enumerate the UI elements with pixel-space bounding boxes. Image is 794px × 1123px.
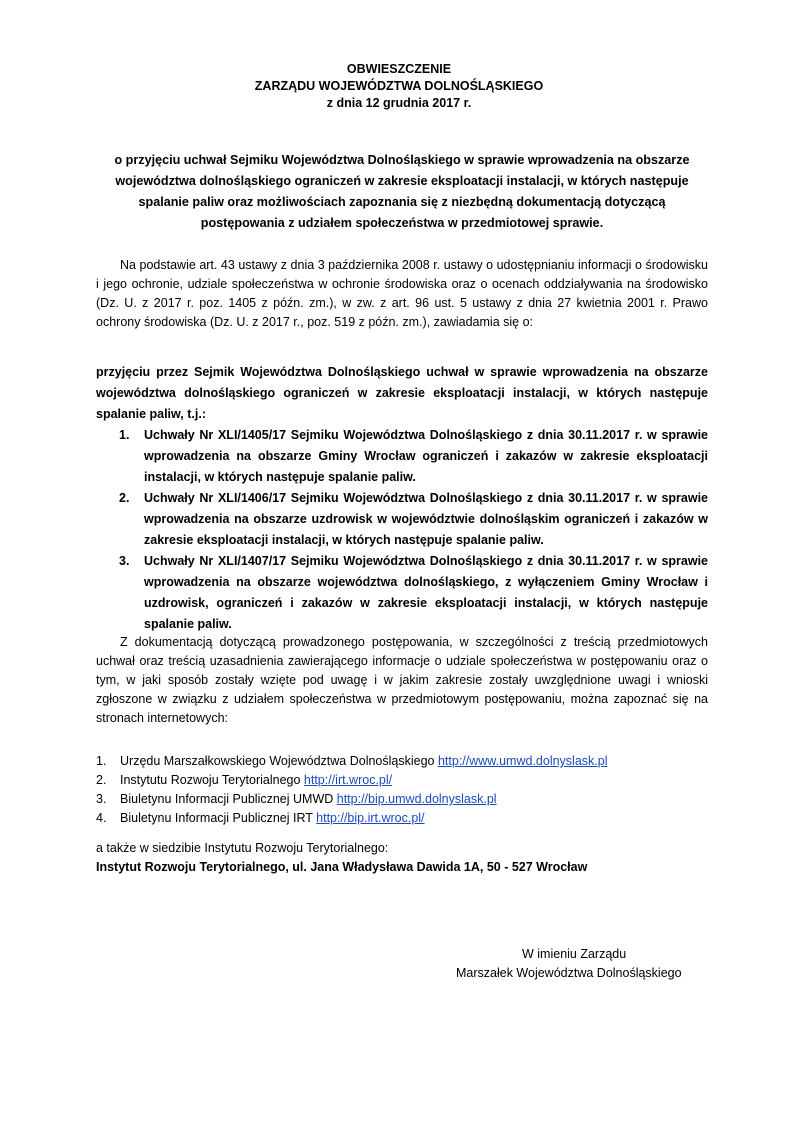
list-number: 1.	[96, 754, 107, 768]
signature-line: Marszałek Województwa Dolnośląskiego	[456, 966, 682, 980]
institute-address: Instytut Rozwoju Terytorialnego, ul. Jana Władysława Dawida 1A, 50 - 527 Wrocław	[96, 860, 588, 874]
list-number: 2.	[96, 773, 107, 787]
website-label: Biuletynu Informacji Publicznej UMWD	[120, 792, 337, 806]
list-item	[96, 790, 708, 809]
document-subject	[96, 150, 708, 234]
subject-line: postępowania z udziałem społeczeństwa w przedmiotowej sprawie.	[200, 216, 604, 230]
website-link-umwd[interactable]: http://www.umwd.dolnyslask.pl	[437, 754, 608, 768]
also-at-seat-text: a także w siedzibie Instytutu Rozwoju Terytorialnego:	[96, 841, 389, 855]
website-link-bip-umwd[interactable]: http://bip.umwd.dolnyslask.pl	[336, 792, 497, 806]
website-label: Urzędu Marszałkowskiego Województwa Dolnośląskiego	[120, 754, 438, 768]
website-link-bip-irt[interactable]: http://bip.irt.wroc.pl/	[316, 811, 425, 825]
list-item	[96, 771, 708, 790]
website-link-irt[interactable]: http://irt.wroc.pl/	[303, 773, 393, 787]
signature-block	[440, 945, 720, 983]
header-authority: ZARZĄDU WOJEWÓDZTWA DOLNOŚLĄSKIEGO	[254, 79, 544, 93]
list-number: 3.	[119, 554, 130, 568]
subject-line: o przyjęciu uchwał Sejmiku Województwa Dolnośląskiego w sprawie wprowadzenia na obszarze	[114, 153, 690, 167]
resolution-text: Uchwały Nr XLI/1407/17 Sejmiku Województwa Dolnośląskiego z dnia 30.11.2017 r. w sprawie wprowadzenia na obszarze województwa dolnośląskiego, z wyłączeniem Gminy Wrocław i uzdrowisk, ograniczeń i zakazów w zakresie eksploatacji instalacji, w których następuje spalanie paliw.	[144, 554, 708, 631]
signature-line: W imieniu Zarządu	[522, 947, 627, 961]
list-item	[96, 752, 708, 771]
list-number: 1.	[119, 428, 130, 442]
subject-line: spalanie paliw oraz możliwościach zapoznania się z niezbędną dokumentacją dotyczącą	[138, 195, 666, 209]
header-title: OBWIESZCZENIE	[346, 62, 452, 76]
list-number: 2.	[119, 491, 130, 505]
document-header	[0, 61, 794, 112]
resolution-text: Uchwały Nr XLI/1405/17 Sejmiku Województwa Dolnośląskiego z dnia 30.11.2017 r. w sprawie wprowadzenia na obszarze Gminy Wrocław ograniczeń i zakazów w zakresie eksploatacji instalacji, w których następuje spalanie paliw.	[144, 428, 708, 484]
website-label: Instytutu Rozwoju Terytorialnego	[120, 773, 304, 787]
legal-basis-paragraph: Na podstawie art. 43 ustawy z dnia 3 października 2008 r. ustawy o udostępnianiu informacji o środowisku i jego ochronie, udziale społeczeństwa w ochronie środowiska oraz o ocenach oddziaływania na środowisko (Dz. U. z 2017 r. poz. 1405 z późn. zm.), w zw. z art. 96 ust. 5 ustawy z dnia 27 kwietnia 2001 r. Prawo ochrony środowiska (Dz. U. z 2017 r., poz. 519 z późn. zm.), zawiadamia się o:	[96, 258, 708, 329]
list-item	[96, 425, 708, 488]
resolutions-list	[96, 425, 708, 635]
header-date: z dnia 12 grudnia 2017 r.	[326, 96, 472, 110]
list-number: 4.	[96, 811, 107, 825]
announcement-paragraph: przyjęciu przez Sejmik Województwa Dolnośląskiego uchwał w sprawie wprowadzenia na obszarze województwa dolnośląskiego ograniczeń w zakresie eksploatacji instalacji, w których następuje spalanie paliw, t.j.:	[96, 365, 708, 421]
list-item	[96, 551, 708, 635]
website-label: Biuletynu Informacji Publicznej IRT	[120, 811, 317, 825]
resolution-text: Uchwały Nr XLI/1406/17 Sejmiku Województwa Dolnośląskiego z dnia 30.11.2017 r. w sprawie wprowadzenia na obszarze uzdrowisk w województwie dolnośląskim ograniczeń i zakazów w zakresie eksploatacji instalacji, w których następuje spalanie paliw.	[144, 491, 708, 547]
list-item	[96, 809, 708, 828]
websites-list	[96, 752, 708, 828]
list-item	[96, 488, 708, 551]
subject-line: województwa dolnośląskiego ograniczeń w zakresie eksploatacji instalacji, w których następuje	[115, 174, 689, 188]
list-number: 3.	[96, 792, 107, 806]
documentation-paragraph: Z dokumentacją dotyczącą prowadzonego postępowania, w szczególności z treścią przedmiotowych uchwał oraz treścią uzasadnienia zawierającego informacje o udziale społeczeństwa w postępowaniu oraz o tym, w jaki sposób zostały wzięte pod uwagę i w jakim zakresie zostały uwzględnione uwagi i wnioski zgłoszone w związku z udziałem społeczeństwa w przedmiotowym postępowaniu, można zapoznać się na stronach internetowych:	[96, 635, 708, 725]
